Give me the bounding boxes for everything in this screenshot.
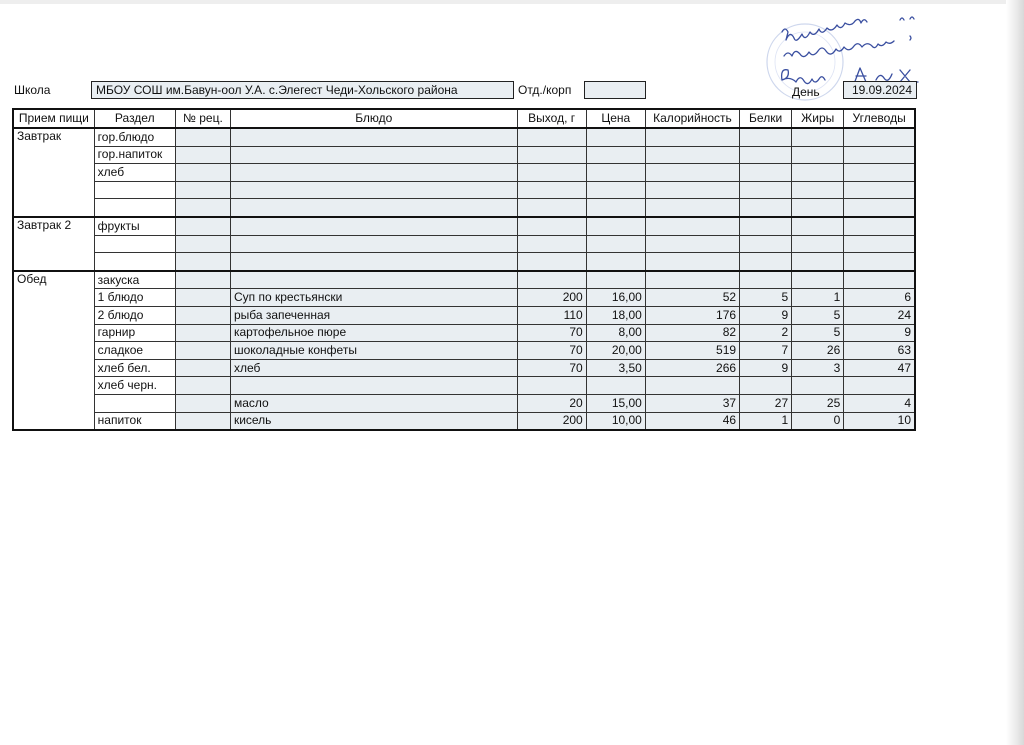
protein-cell xyxy=(740,146,792,164)
calories-cell xyxy=(645,271,739,289)
table-row xyxy=(13,164,915,182)
protein-cell: 5 xyxy=(740,289,792,307)
carbs-cell: 9 xyxy=(844,324,915,342)
protein-cell: 2 xyxy=(740,324,792,342)
carbs-cell: 24 xyxy=(844,306,915,324)
calories-cell xyxy=(645,181,739,199)
table-row xyxy=(13,306,915,324)
dish-cell: шоколадные конфеты xyxy=(230,342,517,360)
carbs-cell xyxy=(844,146,915,164)
fat-cell xyxy=(792,235,844,253)
calories-cell xyxy=(645,217,739,235)
calories-cell: 52 xyxy=(645,289,739,307)
recipe-no-cell xyxy=(175,199,230,217)
table-row xyxy=(13,146,915,164)
table-row xyxy=(13,235,915,253)
protein-cell: 7 xyxy=(740,342,792,360)
day-label: День xyxy=(792,85,820,99)
price-cell xyxy=(586,128,645,146)
table-row xyxy=(13,394,915,412)
section-cell xyxy=(94,199,175,217)
carbs-cell xyxy=(844,199,915,217)
price-cell xyxy=(586,271,645,289)
fat-cell: 5 xyxy=(792,324,844,342)
fat-cell xyxy=(792,217,844,235)
carbs-cell: 63 xyxy=(844,342,915,360)
carbs-cell: 6 xyxy=(844,289,915,307)
calories-cell: 176 xyxy=(645,306,739,324)
fat-cell xyxy=(792,271,844,289)
col-header-yield: Выход, г xyxy=(517,109,586,128)
recipe-no-cell xyxy=(175,342,230,360)
col-header-calories: Калорийность xyxy=(645,109,739,128)
calories-cell xyxy=(645,377,739,395)
yield-cell: 20 xyxy=(517,394,586,412)
table-row xyxy=(13,199,915,217)
fat-cell xyxy=(792,377,844,395)
price-cell: 10,00 xyxy=(586,412,645,430)
fat-cell: 26 xyxy=(792,342,844,360)
yield-cell: 70 xyxy=(517,359,586,377)
yield-cell: 200 xyxy=(517,412,586,430)
protein-cell: 1 xyxy=(740,412,792,430)
yield-cell xyxy=(517,235,586,253)
fat-cell: 5 xyxy=(792,306,844,324)
calories-cell: 46 xyxy=(645,412,739,430)
table-row xyxy=(13,181,915,199)
yield-cell xyxy=(517,128,586,146)
table-row xyxy=(13,324,915,342)
dish-cell xyxy=(230,217,517,235)
table-row xyxy=(13,342,915,360)
col-header-section: Раздел xyxy=(94,109,175,128)
carbs-cell xyxy=(844,235,915,253)
dish-cell: хлеб xyxy=(230,359,517,377)
fat-cell xyxy=(792,181,844,199)
section-cell: гор.напиток xyxy=(94,146,175,164)
section-cell: гарнир xyxy=(94,324,175,342)
carbs-cell: 4 xyxy=(844,394,915,412)
dish-cell xyxy=(230,146,517,164)
dish-cell: рыба запеченная xyxy=(230,306,517,324)
dish-cell: картофельное пюре xyxy=(230,324,517,342)
school-name-field: МБОУ СОШ им.Бавун-оол У.А. с.Элегест Чеди-Хольского района xyxy=(91,81,514,99)
fat-cell xyxy=(792,253,844,271)
table-row xyxy=(13,412,915,430)
price-cell xyxy=(586,146,645,164)
protein-cell xyxy=(740,271,792,289)
fat-cell xyxy=(792,199,844,217)
protein-cell xyxy=(740,164,792,182)
recipe-no-cell xyxy=(175,217,230,235)
dish-cell: Суп по крестьянски xyxy=(230,289,517,307)
price-cell xyxy=(586,377,645,395)
table-row xyxy=(13,289,915,307)
recipe-no-cell xyxy=(175,359,230,377)
fat-cell xyxy=(792,146,844,164)
yield-cell xyxy=(517,164,586,182)
recipe-no-cell xyxy=(175,324,230,342)
yield-cell xyxy=(517,377,586,395)
price-cell: 16,00 xyxy=(586,289,645,307)
section-cell: сладкое xyxy=(94,342,175,360)
carbs-cell xyxy=(844,253,915,271)
table-row xyxy=(13,253,915,271)
calories-cell xyxy=(645,199,739,217)
recipe-no-cell xyxy=(175,146,230,164)
recipe-no-cell xyxy=(175,394,230,412)
protein-cell xyxy=(740,235,792,253)
yield-cell xyxy=(517,199,586,217)
carbs-cell xyxy=(844,217,915,235)
dish-cell xyxy=(230,199,517,217)
dish-cell xyxy=(230,128,517,146)
section-cell: 1 блюдо xyxy=(94,289,175,307)
yield-cell xyxy=(517,253,586,271)
section-cell: фрукты xyxy=(94,217,175,235)
section-cell: напиток xyxy=(94,412,175,430)
dish-cell xyxy=(230,235,517,253)
price-cell: 8,00 xyxy=(586,324,645,342)
dish-cell xyxy=(230,181,517,199)
protein-cell xyxy=(740,217,792,235)
price-cell xyxy=(586,181,645,199)
col-header-price: Цена xyxy=(586,109,645,128)
school-label: Школа xyxy=(14,83,51,97)
calories-cell: 37 xyxy=(645,394,739,412)
price-cell xyxy=(586,164,645,182)
calories-cell xyxy=(645,146,739,164)
carbs-cell xyxy=(844,271,915,289)
calories-cell xyxy=(645,253,739,271)
section-cell: хлеб xyxy=(94,164,175,182)
table-row xyxy=(13,217,915,235)
price-cell: 3,50 xyxy=(586,359,645,377)
table-row xyxy=(13,377,915,395)
calories-cell: 82 xyxy=(645,324,739,342)
yield-cell xyxy=(517,217,586,235)
carbs-cell: 47 xyxy=(844,359,915,377)
dish-cell xyxy=(230,271,517,289)
fat-cell: 25 xyxy=(792,394,844,412)
carbs-cell: 10 xyxy=(844,412,915,430)
yield-cell: 70 xyxy=(517,342,586,360)
col-header-fat: Жиры xyxy=(792,109,844,128)
recipe-no-cell xyxy=(175,181,230,199)
calories-cell xyxy=(645,164,739,182)
fat-cell: 1 xyxy=(792,289,844,307)
calories-cell xyxy=(645,128,739,146)
recipe-no-cell xyxy=(175,128,230,146)
yield-cell: 200 xyxy=(517,289,586,307)
dish-cell xyxy=(230,164,517,182)
menu-table xyxy=(12,108,916,431)
section-cell xyxy=(94,253,175,271)
yield-cell: 70 xyxy=(517,324,586,342)
recipe-no-cell xyxy=(175,306,230,324)
recipe-no-cell xyxy=(175,377,230,395)
protein-cell xyxy=(740,377,792,395)
table-header-row xyxy=(13,109,915,128)
recipe-no-cell xyxy=(175,164,230,182)
protein-cell: 9 xyxy=(740,359,792,377)
yield-cell xyxy=(517,271,586,289)
table-row xyxy=(13,271,915,289)
menu-table-body xyxy=(13,128,915,430)
calories-cell: 266 xyxy=(645,359,739,377)
protein-cell: 27 xyxy=(740,394,792,412)
section-cell: хлеб бел. xyxy=(94,359,175,377)
dish-cell: масло xyxy=(230,394,517,412)
col-header-dish: Блюдо xyxy=(230,109,517,128)
price-cell xyxy=(586,235,645,253)
section-cell xyxy=(94,394,175,412)
dish-cell: кисель xyxy=(230,412,517,430)
protein-cell xyxy=(740,181,792,199)
section-cell: хлеб черн. xyxy=(94,377,175,395)
yield-cell: 110 xyxy=(517,306,586,324)
section-cell: гор.блюдо xyxy=(94,128,175,146)
carbs-cell xyxy=(844,181,915,199)
recipe-no-cell xyxy=(175,412,230,430)
meal-cell: Завтрак 2 xyxy=(13,217,94,271)
carbs-cell xyxy=(844,164,915,182)
col-header-meal: Прием пищи xyxy=(13,109,94,128)
carbs-cell xyxy=(844,377,915,395)
col-header-protein: Белки xyxy=(740,109,792,128)
yield-cell xyxy=(517,146,586,164)
section-cell xyxy=(94,181,175,199)
col-header-carbs: Углеводы xyxy=(844,109,915,128)
fat-cell xyxy=(792,128,844,146)
scan-edge-top xyxy=(0,0,1024,4)
dept-label: Отд./корп xyxy=(518,83,572,97)
section-cell xyxy=(94,235,175,253)
dish-cell xyxy=(230,377,517,395)
protein-cell: 9 xyxy=(740,306,792,324)
price-cell xyxy=(586,217,645,235)
yield-cell xyxy=(517,181,586,199)
recipe-no-cell xyxy=(175,271,230,289)
price-cell: 20,00 xyxy=(586,342,645,360)
fat-cell: 3 xyxy=(792,359,844,377)
recipe-no-cell xyxy=(175,235,230,253)
fat-cell xyxy=(792,164,844,182)
scan-edge-shadow xyxy=(1006,0,1024,745)
protein-cell xyxy=(740,253,792,271)
meal-cell: Обед xyxy=(13,271,94,430)
calories-cell: 519 xyxy=(645,342,739,360)
table-row xyxy=(13,128,915,146)
price-cell xyxy=(586,253,645,271)
price-cell: 18,00 xyxy=(586,306,645,324)
calories-cell xyxy=(645,235,739,253)
section-cell: закуска xyxy=(94,271,175,289)
meal-cell: Завтрак xyxy=(13,128,94,217)
section-cell: 2 блюдо xyxy=(94,306,175,324)
protein-cell xyxy=(740,199,792,217)
dish-cell xyxy=(230,253,517,271)
carbs-cell xyxy=(844,128,915,146)
recipe-no-cell xyxy=(175,253,230,271)
col-header-recipe-no: № рец. xyxy=(175,109,230,128)
date-field: 19.09.2024 xyxy=(843,81,917,99)
price-cell xyxy=(586,199,645,217)
fat-cell: 0 xyxy=(792,412,844,430)
table-row xyxy=(13,359,915,377)
recipe-no-cell xyxy=(175,289,230,307)
protein-cell xyxy=(740,128,792,146)
dept-field xyxy=(584,81,646,99)
price-cell: 15,00 xyxy=(586,394,645,412)
